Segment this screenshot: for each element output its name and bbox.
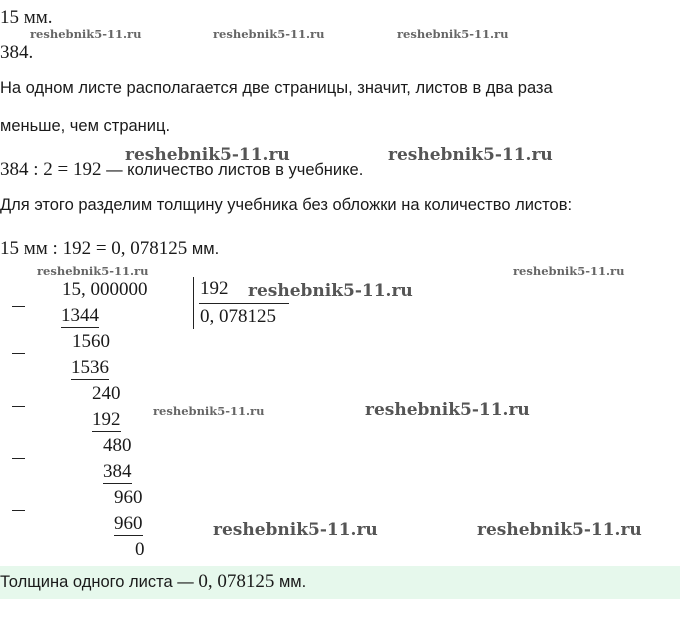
watermark: reshebnik5-11.ru: [513, 264, 625, 278]
prev-line-pages: 384.: [0, 42, 34, 63]
minus-sign: [12, 353, 25, 354]
division-step-remainder: 480: [103, 435, 132, 456]
watermark: reshebnik5-11.ru: [30, 27, 142, 41]
minus-sign: [12, 510, 25, 511]
division-step-subtrahend: 1344: [61, 305, 99, 326]
prev-line-thickness-value: 15 мм.: [0, 7, 53, 28]
answer-box: [0, 566, 680, 599]
prev-line-thickness: [0, 7, 53, 29]
watermark: reshebnik5-11.ru: [365, 400, 530, 420]
minus-sign: [12, 306, 25, 307]
watermark: reshebnik5-11.ru: [477, 520, 642, 540]
division-quotient: 0, 078125: [200, 306, 276, 327]
equation-sheet-count-math: 384 : 2 = 192: [0, 159, 102, 180]
answer-text: Толщина одного листа —: [0, 573, 199, 591]
equation-sheet-count-text: — количество листов в учебнике.: [101, 161, 364, 179]
division-step-remainder: 1560: [72, 331, 110, 352]
paragraph-divide: Для этого разделим толщину учебника без обложки на количество листов:: [0, 196, 573, 214]
watermark: reshebnik5-11.ru: [213, 520, 378, 540]
division-step-subtrahend: 1536: [71, 357, 109, 378]
equation-sheet-thickness-unit: мм.: [187, 240, 220, 258]
answer-unit: мм.: [274, 573, 307, 591]
minus-sign: [12, 406, 25, 407]
division-divisor-line: [199, 303, 289, 304]
paragraph-sheets-line2: меньше, чем страниц.: [0, 117, 171, 135]
division-step-remainder: 240: [92, 383, 121, 404]
answer-value: 0, 078125: [198, 571, 275, 592]
division-step-subtrahend: 960: [114, 513, 143, 534]
division-vertical-bar: [193, 277, 194, 329]
equation-sheet-thickness-math: 15 мм : 192 = 0, 078125: [0, 238, 188, 259]
division-step-subtrahend: 384: [103, 461, 132, 482]
division-divisor: 192: [200, 278, 229, 299]
watermark: reshebnik5-11.ru: [125, 145, 290, 165]
watermark: reshebnik5-11.ru: [388, 145, 553, 165]
division-step-remainder: 960: [114, 487, 143, 508]
watermark: reshebnik5-11.ru: [213, 27, 325, 41]
paragraph-sheets-line1: На одном листе располагается две страницы, значит, листов в два раза: [0, 79, 553, 97]
division-final-remainder: 0: [135, 539, 145, 560]
watermark: reshebnik5-11.ru: [153, 404, 265, 418]
watermark: reshebnik5-11.ru: [248, 281, 413, 301]
equation-sheet-thickness: [0, 238, 219, 260]
division-step-subtrahend: 192: [92, 409, 121, 430]
answer-line: [0, 571, 306, 593]
watermark: reshebnik5-11.ru: [397, 27, 509, 41]
division-dividend: 15, 000000: [62, 279, 148, 300]
watermark: reshebnik5-11.ru: [37, 264, 149, 278]
minus-sign: [12, 458, 25, 459]
